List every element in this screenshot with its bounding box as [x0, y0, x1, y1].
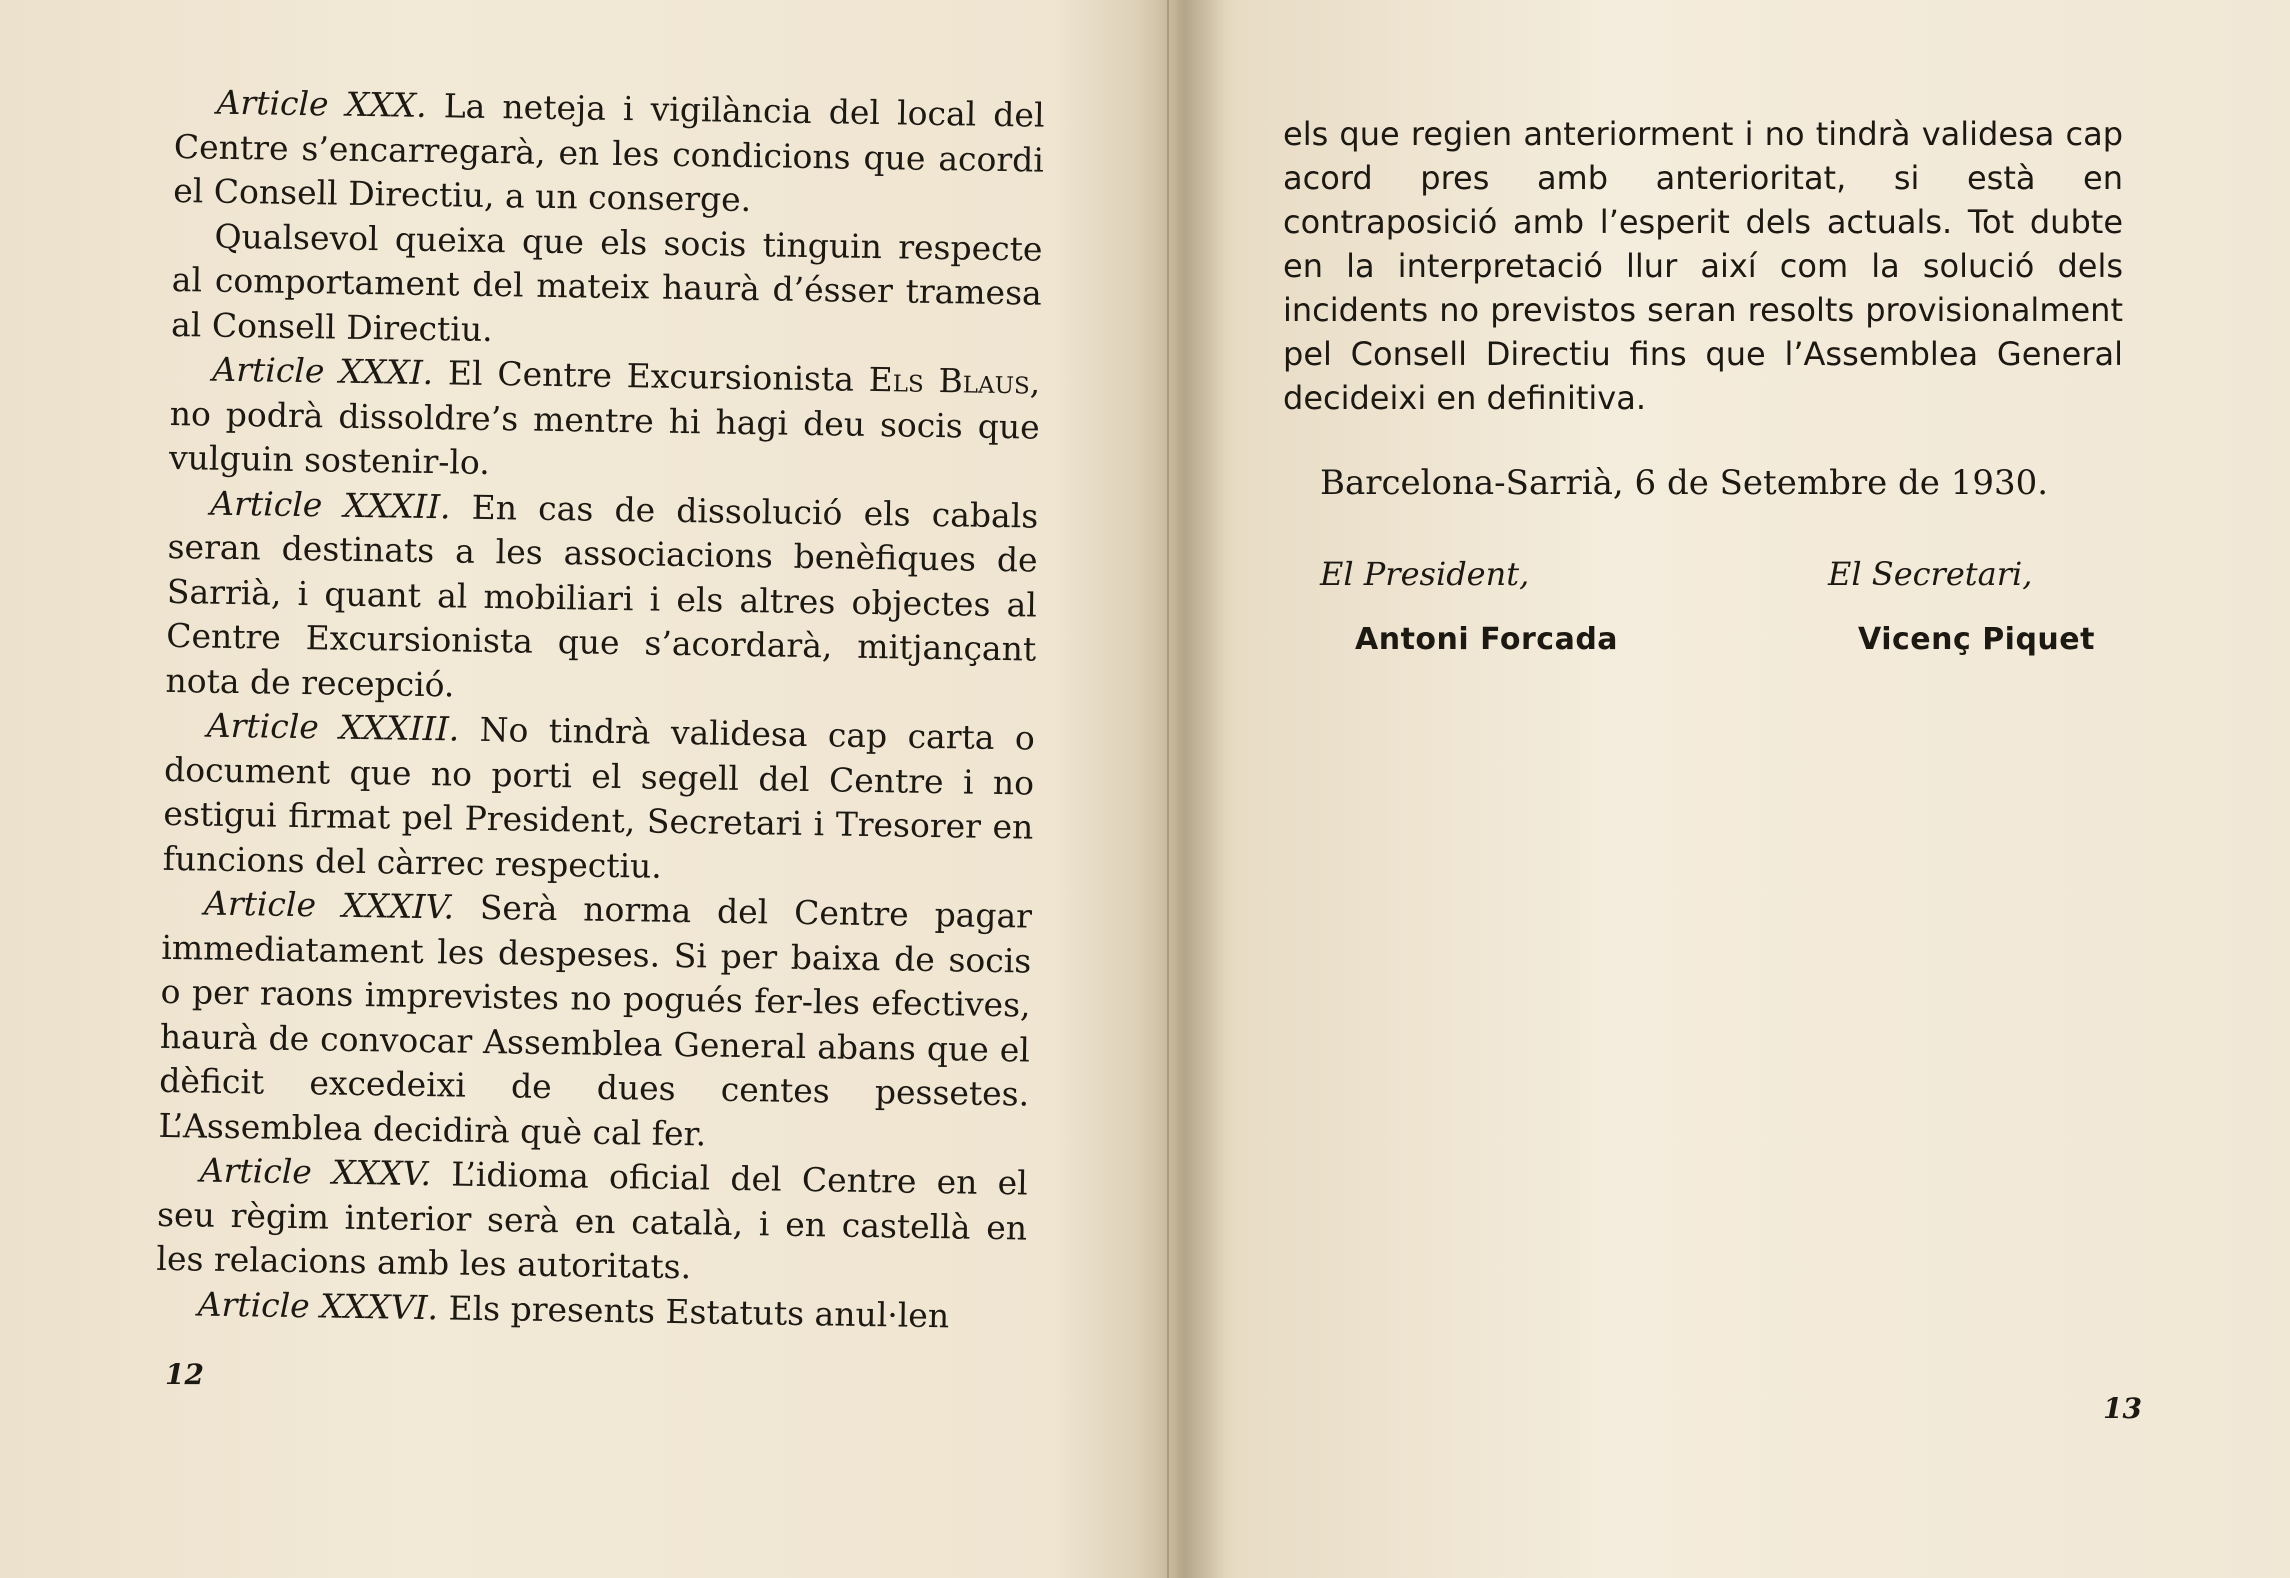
president-name: Antoni Forcada	[1355, 622, 1619, 657]
article-label: Article XXX.	[216, 82, 427, 125]
paragraph-text: Qualsevol queixa que els socis tinguin respecte al comportament del mateix haurà d’ésser tramesa al Consell Directiu.	[170, 216, 1043, 349]
president-title: El President,	[1320, 555, 1530, 593]
paragraph-text: En cas de dissolució els cabals seran destinats a les associacions benèfiques de Sarrià, i quant al mobiliari i els altres objectes al Centre Excursionista que s’acordarà, mitjançant nota de recepció.	[165, 486, 1039, 704]
paragraph-text: No tindrà validesa cap carta o document que no porti el segell del Centre i no estigui firmat pel President, Secretari i Tresorer en funcions del càrrec respectiu.	[162, 709, 1036, 886]
article-label: Article XXXIII.	[206, 705, 460, 749]
paragraph-text: La neteja i vigilància del local del Centre s’encarregarà, en les condicions que acordi el Consell Directiu, a un conserge.	[172, 85, 1045, 220]
article-xxx-paragraph	[173, 80, 1045, 227]
page-number-left: 12	[165, 1358, 204, 1391]
article-label: Article XXXII.	[210, 483, 451, 526]
article-label: Article XXXIV.	[203, 883, 455, 927]
article-xxxii-paragraph	[165, 480, 1038, 716]
article-xxxiii-paragraph	[162, 703, 1035, 895]
secretary-name: Vicenç Piquet	[1858, 622, 2095, 657]
article-xxxv-paragraph	[156, 1148, 1028, 1295]
article-label: Article XXXV.	[199, 1150, 432, 1194]
club-name: Els Blaus	[868, 359, 1031, 402]
date-line: Barcelona-Sarrià, 6 de Setembre de 1930.	[1320, 463, 2049, 503]
right-page-body	[1283, 112, 2123, 420]
article-label: Article XXXVI.	[197, 1284, 439, 1327]
left-page-body	[155, 80, 1044, 1340]
gutter-fold	[1167, 0, 1169, 1578]
paragraph-text-after: , no podrà dissoldre’s mentre hi hagi deu socis que vulguin sostenir-lo.	[168, 362, 1041, 482]
continuation-paragraph: els que regien anteriorment i no tindrà validesa cap acord pres amb anterioritat, si està en contraposició amb l’esperit dels actuals. Tot dubte en la interpretació llur així com la solució dels incidents no previstos seran resolts provisionalment pel Consell Directiu fins que l’Assemblea General decideixi en definitiva.	[1283, 115, 2123, 417]
paragraph-text: L’idioma oficial del Centre en el seu règim interior serà en català, i en castellà en les relacions amb les autoritats.	[156, 1154, 1029, 1287]
article-xxxi-paragraph	[169, 347, 1041, 494]
article-label: Article XXXI.	[212, 349, 434, 393]
paragraph-text: Els presents Estatuts anul·len	[437, 1287, 950, 1335]
paragraph-text: El Centre Excursionista	[432, 353, 870, 399]
page-right	[1175, 0, 2290, 1578]
article-xxxiv-paragraph	[158, 881, 1032, 1162]
complaint-paragraph	[171, 213, 1043, 360]
secretary-title: El Secretari,	[1828, 555, 2033, 593]
page-number-right: 13	[2103, 1392, 2142, 1425]
paragraph-text: Serà norma del Centre pagar immediatament les despeses. Si per baixa de socis o per raons imprevistes no pogués fer-les efectives, haurà de convocar Assemblea General abans que el dèficit excedeixi de dues centes pessetes. L’Assemblea decidirà què cal fer.	[158, 887, 1033, 1153]
